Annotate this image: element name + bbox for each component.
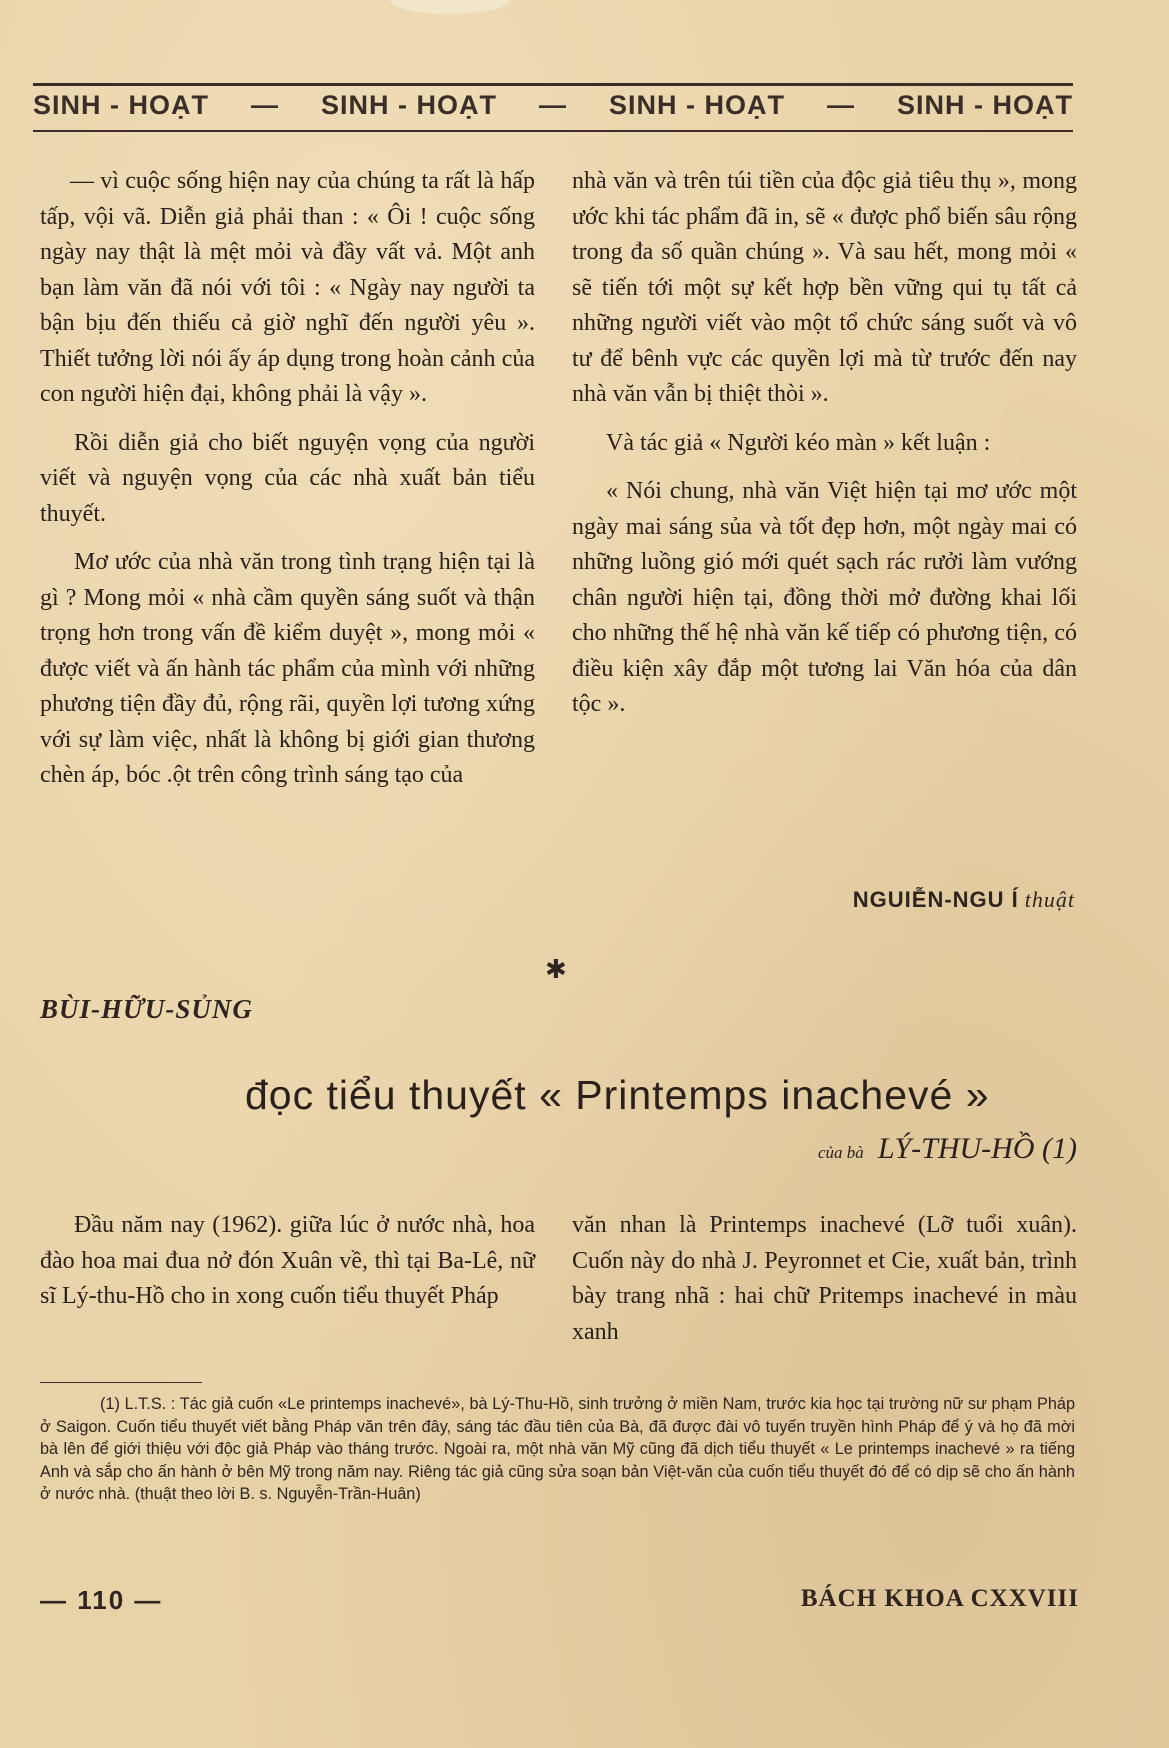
- paragraph: văn nhan là Printemps inachevé (Lỡ tuổi xuân). Cuốn này do nhà J. Peyronnet et Cie, xuất bản, trình bày trang nhã : hai chữ Pritemps inachevé in màu xanh: [572, 1212, 1077, 1345]
- paragraph: nhà văn và trên túi tiền của độc giả tiêu thụ », mong ước khi tác phẩm đã in, sẽ « được phổ biến sâu rộng trong đa số quần chúng ». Và sau hết, mong mỏi « sẽ tiến tới một sự kết hợp bền vững qui tụ tất cả những người viết vào một tổ chức sáng suốt và vô tư để bênh vực các quyền lợi mà từ trước đến nay nhà văn vẫn bị thiệt thòi ».: [572, 168, 1077, 407]
- signature-role: thuật: [1024, 887, 1075, 912]
- column-top-right: [572, 164, 1077, 736]
- paragraph: Mơ ước của nhà văn trong tình trạng hiện tại là gì ? Mong mỏi « nhà cầm quyền sáng suốt và thận trọng hơn trong vấn đề kiểm duyệt », mong mỏi « được viết và ấn hành tác phẩm của mình với những phương tiện đầy đủ, rộng rãi, quyền lợi tương xứng với sự làm việc, nhất là không bị giới gian thương chèn áp, bóc .ột trên công trình sáng tạo của: [40, 549, 535, 788]
- footnote: [40, 1393, 1075, 1506]
- header-item: SINH - HOẠT: [33, 90, 209, 120]
- journal-title: BÁCH KHOA CXXVIII: [800, 1585, 1079, 1612]
- page-tear: [390, 0, 510, 14]
- paragraph: « Nói chung, nhà văn Việt hiện tại mơ ước một ngày mai sáng sủa và tốt đẹp hơn, một ngày mai có những luồng gió mới quét sạch rác rưởi làm vướng chân người hiện tại, đồng thời mở đường khai lối cho những thế hệ nhà văn kế tiếp có phương tiện, có điều kiện xây đắp một tương lai Văn hóa của dân tộc ».: [572, 478, 1077, 717]
- header-item: SINH - HOẠT: [321, 90, 497, 120]
- article-author: BÙI-HỮU-SỦNG: [40, 994, 253, 1024]
- paragraph: — vì cuộc sống hiện nay của chúng ta rất là hấp tấp, vội vã. Diễn giả phải than : « Ôi ! cuộc sống ngày nay thật là mệt mỏi và đầy vất vả. Một anh bạn làm văn đã nói với tôi : « Ngày nay người ta bận bịu đến thiếu cả giờ nghĩ đến người yêu ». Thiết tưởng lời nói ấy áp dụng trong hoàn cảnh của con người hiện đại, không phải là vậy ».: [40, 168, 535, 407]
- section-divider-star-icon: ✱: [545, 955, 567, 984]
- column-top-left: [40, 164, 535, 807]
- header-rule-top: [33, 83, 1073, 86]
- header-separator: —: [539, 90, 567, 120]
- signature: [853, 887, 1075, 913]
- page-number: — 110 —: [40, 1585, 163, 1615]
- column-bottom-right: [572, 1208, 1077, 1363]
- header-separator: —: [827, 90, 855, 120]
- article-title: đọc tiểu thuyết « Printemps inachevé »: [245, 1072, 990, 1118]
- footnote-rule: [40, 1382, 202, 1383]
- byline-name: LÝ-THU-HỒ (1): [877, 1132, 1077, 1165]
- header-item: SINH - HOẠT: [897, 90, 1073, 120]
- header-separator: —: [251, 90, 279, 120]
- signature-name: NGUIỄN-NGU Í: [852, 887, 1019, 912]
- column-bottom-left: [40, 1208, 535, 1328]
- header-rule-bottom: [33, 130, 1073, 132]
- byline-prefix: của bà: [818, 1143, 864, 1162]
- article-byline: [818, 1132, 1077, 1166]
- paragraph: Rồi diễn giả cho biết nguyện vọng của người viết và nguyện vọng của các nhà xuất bản tiểu thuyết.: [40, 429, 535, 527]
- footnote-text: (1) L.T.S. : Tác giả cuốn «Le printemps inachevé», bà Lý-Thu-Hồ, sinh trưởng ở miền Nam, trước kia học tại trường nữ sư phạm Pháp ở Saigon. Cuốn tiểu thuyết viết bằng Pháp văn trên đây, sáng tác đầu tiên của Bà, đã được đài vô tuyến truyền hình Pháp để ý và họ đã mời bà lên để giới thiệu với độc giả Pháp vào tháng trước. Ngoài ra, một nhà văn Mỹ cũng đã dịch tiểu thuyết « Le printemps inachevé » ra tiếng Anh và sắp cho ấn hành ở bên Mỹ trong năm nay. Riêng tác giả cũng sửa soạn bản Việt-văn của cuốn tiểu thuyết đó để có dịp sẽ cho ấn hành ở nước nhà. (thuật theo lời B. s. Nguyễn-Trần-Huân): [40, 1395, 1075, 1504]
- header-item: SINH - HOẠT: [609, 90, 785, 120]
- section-header: [33, 90, 1073, 121]
- paragraph: Và tác giả « Người kéo màn » kết luận :: [606, 429, 991, 456]
- paragraph: Đầu năm nay (1962). giữa lúc ở nước nhà, hoa đào hoa mai đua nở đón Xuân về, thì tại Ba-Lê, nữ sĩ Lý-thu-Hồ cho in xong cuốn tiểu thuyết Pháp: [40, 1212, 535, 1309]
